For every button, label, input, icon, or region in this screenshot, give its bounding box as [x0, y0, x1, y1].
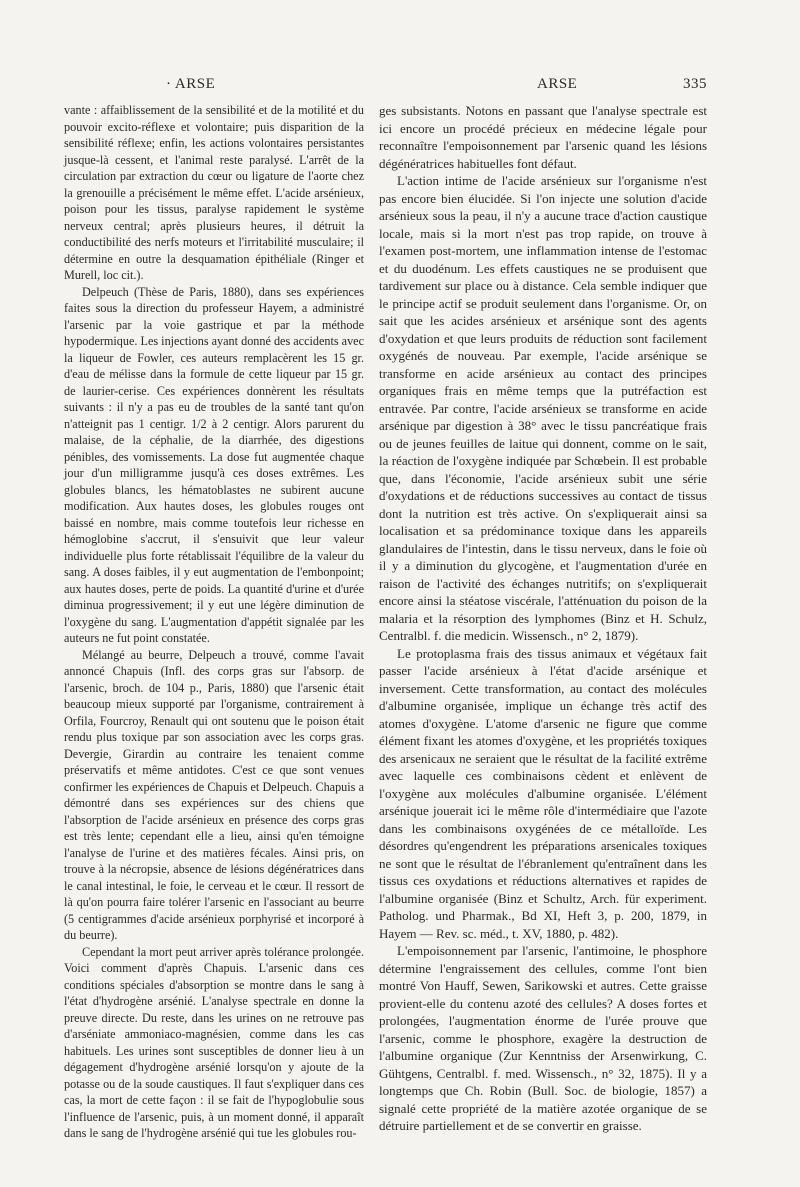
paragraph: L'action intime de l'acide arsénieux sur l'organisme n'est pas encore bien élucidée. Si l'on injecte une solution d'acide arsénieux sous la peau, il n'y a aucune trace d'action caustique locale, mais si la mort n'est pas trop rapide, on trouve à l'examen post-mortem, une inflammation intense de l'estomac et du duodénum. Les effets caustiques ne se produisent que tardivement sur place ou à distance. Cela semble indiquer que le principe actif se produit seulement dans l'organisme. Or, on sait que les acides arsénieux et arsénique sont des agents d'oxydation et que leurs produits de réduction sont facilement oxygénés de nouveau. Par exemple, l'acide arsénique se transforme en acide arsénieux au contact des principes organiques frais en même temps que la putréfaction est entravée. Par contre, l'acide arsénieux se transforme en acide arsénique par digestion à 38° avec le tissu pancréatique frais ou de jeunes feuilles de laitue qui donnent, comme on le sait, la réaction de l'oxygène indiquée par Schœbein. Il est probable que, dans l'économie, l'acide arsénieux subit une série d'oxydations et de réductions successives au contact de tissus dont la nutrition est très active. On s'expliquerait ainsi sa localisation et sa prédominance toxique dans les appareils glandulaires de l'intestin, dans le tissu nerveux, dans le foie où il y a diminution du glycogène, et l'augmentation d'urée en raison de l'activité des échanges nutritifs; on s'expliquerait encore ainsi la stéatose viscérale, l'atténuation du poison de la malaria et la résorption des lymphomes (Binz et H. Schulz, Centralbl. f. die medicin. Wissensch., n° 2, 1879).	[379, 173, 707, 643]
paragraph: Delpeuch (Thèse de Paris, 1880), dans ses expériences faites sous la direction du professeur Hayem, a administré l'arsenic par la voie gastrique et par la méthode hypodermique. Les injections ayant donné des accidents avec la liqueur de Fowler, ces auteurs remplacèrent les 15 gr. d'eau de mélisse dans la formule de cette liqueur par 15 gr. de laurier-cerise. Ces expériences donnèrent les résultats suivants : il n'y a pas eu de troubles de la santé tant qu'on n'atteignit pas 1 centigr. 1/2 à 2 centigr. Alors parurent du malaise, de la céphalie, de la diarrhée, des digestions pénibles, des vomissements. La dose fut augmentée chaque jour d'un milligramme jusqu'à ces doses extrêmes. Les globules blancs, les hématoblastes ne subirent aucune modification. Aux hautes doses, les globules rouges ont baissé en nombre, mais comme toutefois leur richesse en hémoglobine s'accrut, il s'ensuivit que leur valeur individuelle plus forte rétablissait l'équilibre de la valeur du sang. A doses faibles, il y eut augmentation de l'embonpoint; aux hautes doses, perte de poids. La quantité d'urine et d'urée diminua progressivement; il y eut une légère diminution de l'oxygène du sang. L'augmentation d'appétit signalée par les auteurs ne fut point constatée.	[64, 284, 364, 645]
page-number: 335	[683, 76, 707, 92]
running-header	[0, 76, 800, 96]
paragraph: L'empoisonnement par l'arsenic, l'antimoine, le phosphore détermine l'engraissement des cellules, comme l'ont bien montré Von Hauff, Sewen, Sarikowski et autres. Cette graisse provient-elle du contenu azoté des cellules? A doses fortes et prolongées, l'augmentation énorme de l'urée prouve que l'arsenic, comme le phosphore, exagère la destruction de l'albumine organique (Zur Kenntniss der Arsenwirkung, C. Gühtgens, Centralbl. f. med. Wissensch., n° 32, 1875). Il y a longtemps que Ch. Robin (Bull. Soc. de biologie, 1857) a signalé cette propriété de la matière azotée organique de se détruire partiellement et de se convertir en graisse.	[379, 943, 707, 1133]
left-column	[64, 102, 364, 1142]
paragraph: Mélangé au beurre, Delpeuch a trouvé, comme l'avait annoncé Chapuis (Infl. des corps gras sur l'absorp. de l'arsenic, broch. de 104 p., Paris, 1880) que l'arsenic était beaucoup mieux supporté par l'organisme, contrairement à Orfila, Fourcroy, Renault qui ont soutenu que le poison était rendu plus toxique par son association avec les corps gras. Devergie, Girardin au contraire les tenaient comme préservatifs et même antidotes. C'est ce que sont venues confirmer les expériences de Chapuis et Delpeuch. Chapuis a démontré dans ses expériences sur des chiens que l'absorption de l'acide arsénieux en présence des corps gras est très lente; cependant elle a lieu, ainsi qu'en témoigne l'analyse de l'urine et des matières fécales. Ainsi pris, on trouve à la nécropsie, absence de lésions dégénératrices dans le canal intestinal, le foie, le cerveau et le cœur. Il ressort de là qu'on pourra faire tolérer l'arsenic en l'associant au beurre (5 centigrammes d'acide arsénieux porphyrisé et incorporé à du beurre).	[64, 647, 364, 942]
header-right-title: ARSE	[537, 76, 578, 92]
paragraph: Le protoplasma frais des tissus animaux et végétaux fait passer l'acide arsénieux à l'état d'acide arsénique et inversement. Cette transformation, au contact des molécules d'albumine organisée, implique un échange très actif des atomes d'oxygène. L'atome d'arsenic ne figure que comme élément fixant les atomes d'oxygène, et les propriétés toxiques des arsenicaux ne seraient que le résultat de la facilité extrême avec laquelle ces combinaisons cèdent et enlèvent de l'oxygène aux molécules d'albumine organisée. L'élément arsénique jouerait ici le même rôle d'intermédiaire que l'azote dans les combinaisons oxygénées de ce métalloïde. Les désordres qu'engendrent les préparations arsenicales toxiques ne sont que le résultat de l'ébranlement qu'entraînent dans les tissus ces oxydations et réductions alternatives et rapides de l'albumine organisée (Binz et Schultz, Arch. für experiment. Patholog. und Pharmak., Bd XI, Heft 3, p. 200, 1879, in Hayem — Rev. sc. méd., t. XV, 1880, p. 482).	[379, 645, 707, 941]
header-left-title: · ARSE	[166, 76, 216, 92]
paragraph: vante : affaiblissement de la sensibilité et de la motilité et du pouvoir excito-réflexe et volontaire; puis disparition de la sensibilité réflexe; enfin, les actions volontaires persistantes jusque-là cessent, et l'animal reste paralysé. L'arrêt de la circulation par extraction du cœur ou ligature de l'aorte chez la grenouille a précisément le même effet. L'acide arsénieux, poison pour les tissus, paralyse rapidement le système nerveux central; après plusieurs heures, il détruit la conductibilité des nerfs moteurs et l'irritabilité musculaire; il détermine en outre la desquamation épithéliale (Ringer et Murell, loc cit.).	[64, 103, 364, 282]
right-column	[379, 102, 707, 1135]
paragraph: ges subsistants. Notons en passant que l'analyse spectrale est ici encore un procédé précieux en médecine légale pour reconnaître l'empoisonnement par l'arsenic quand les lésions dégénératrices habituelles font défaut.	[379, 103, 707, 171]
paragraph: Cependant la mort peut arriver après tolérance prolongée. Voici comment d'après Chapuis. L'arsenic dans ces conditions spéciales d'absorption se montre dans le sang à l'état d'hydrogène arsénié. L'analyse spectrale en donne la preuve directe. Du reste, dans les urines on ne retrouve pas d'arséniate ammoniaco-magnésien, comme dans les cas habituels. Les urines sont susceptibles de donner lieu à un dégagement d'hydrogène arsénié lorsqu'on y ajoute de la potasse ou de la soude caustiques. Il faut s'expliquer dans ces cas, la mort de cette façon : il se fait de l'hypoglobulie sous l'influence de l'arsenic, puis, à un moment donné, il apparaît dans le sang de l'hydrogène arsénié qui tue les globules rou-	[64, 944, 364, 1140]
